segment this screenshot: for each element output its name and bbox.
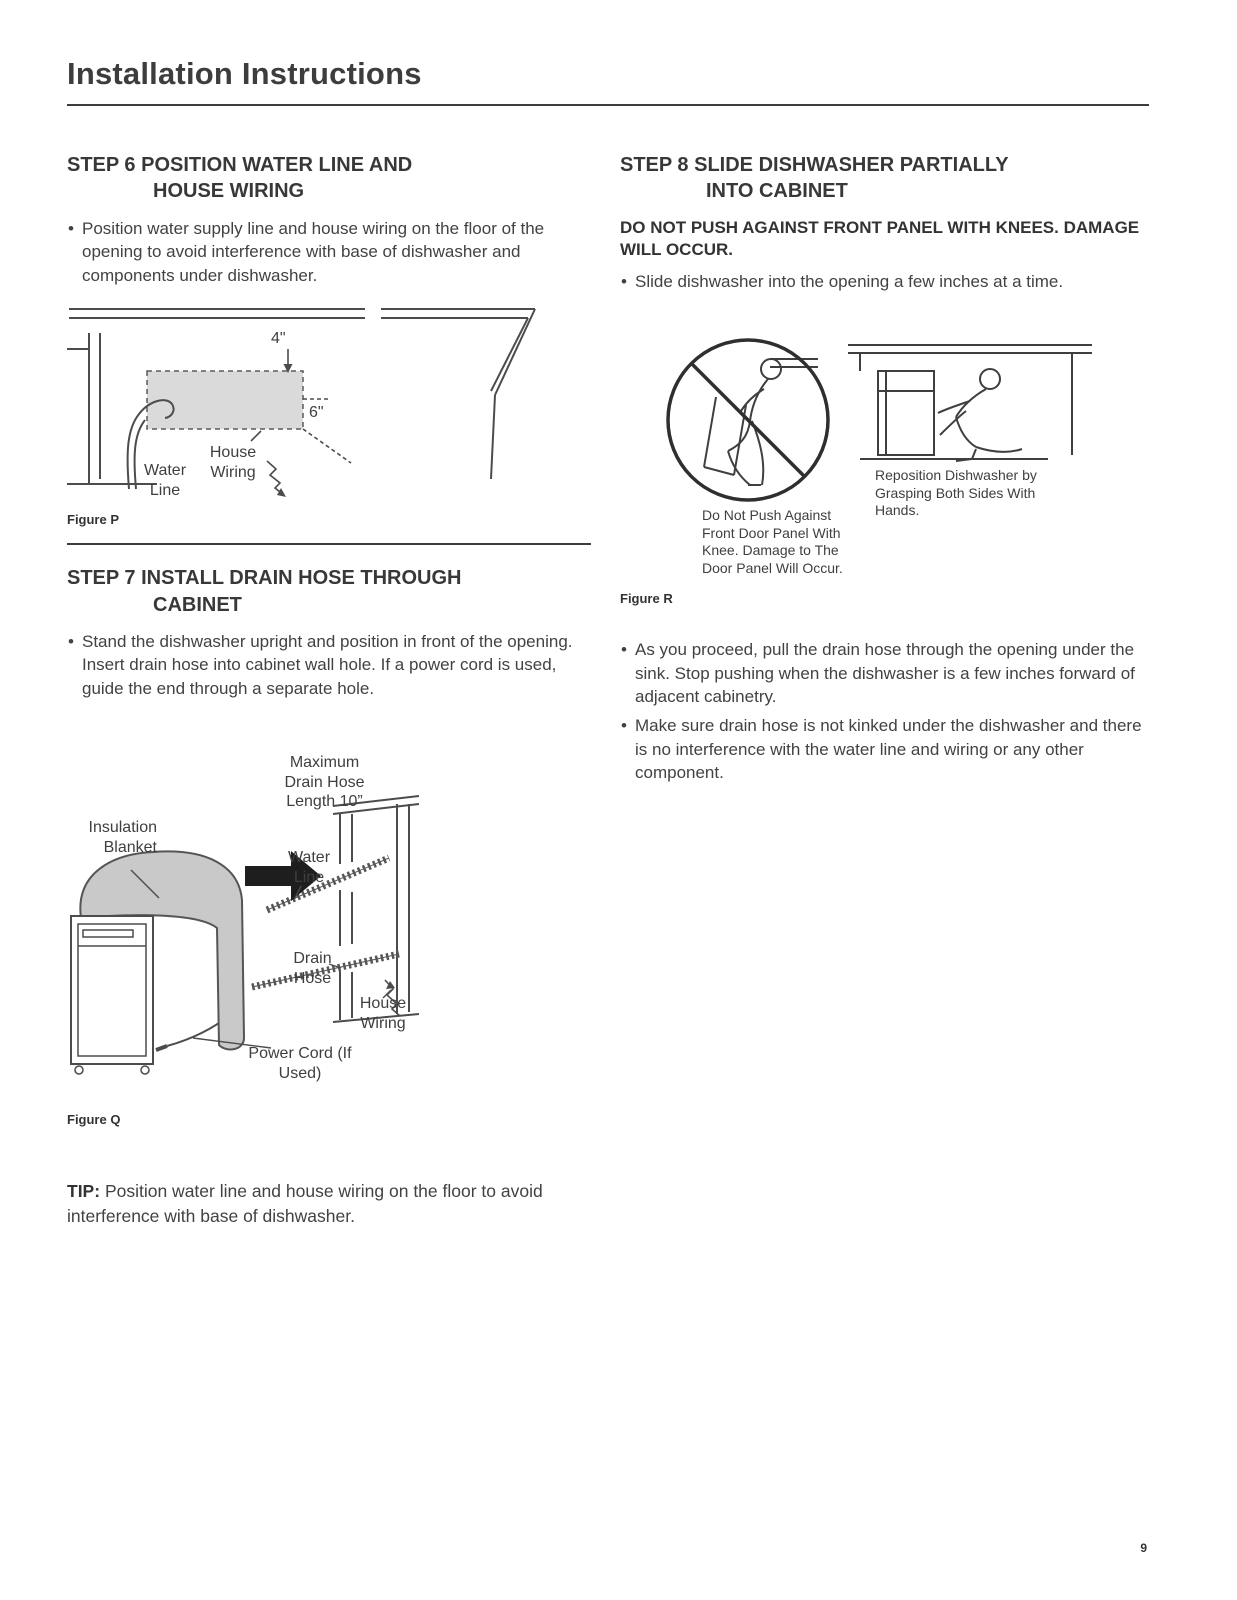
step8-heading-line2: INTO CABINET [706,180,848,203]
figure-p-label-water-line: Water Line [143,462,187,499]
step6-bullet-1: • Position water supply line and house wiring on the floor of the opening to avoid interference with base of dishwasher and components under dishwasher. [67,217,591,287]
step8-heading-line1: STEP 8 SLIDE DISHWASHER PARTIALLY [620,154,1009,176]
figure-r-label-do-not-push: Do Not Push Against Front Door Panel With Knee. Damage to The Door Panel Will Occur. [702,507,843,576]
step6-heading [67,152,591,205]
tip-paragraph [67,1179,591,1228]
figure-p-label-6in: 6" [309,404,324,422]
step8-bullet-list-bottom [620,638,1152,785]
figure-r-caption: Figure R [620,591,673,607]
figure-r [620,335,1150,587]
title-rule [67,104,1149,106]
figure-q-label-water-line: Water Line [287,849,331,886]
step6-bullet-list [67,217,591,287]
figure-q-caption: Figure Q [67,1112,121,1128]
figure-q-label-max-drain: Maximum Drain Hose Length 10” [284,754,365,811]
step7-bullet-list [67,630,591,700]
figure-q-label-house-wiring: House Wiring [359,995,407,1032]
step6-section [67,152,591,527]
figure-p-caption: Figure P [67,512,120,528]
step7-heading-line1: STEP 7 INSTALL DRAIN HOSE THROUGH [67,567,462,590]
step8-bullet-3: • Make sure drain hose is not kinked under the dishwasher and there is no interference with the water line and wiring or any other component. [620,714,1152,784]
figure-p-label-4in: 4" [271,330,286,348]
step8-bullet-list-top [620,270,1152,293]
step8-section [620,152,1152,785]
left-column [67,152,591,1228]
figure-q [67,748,590,1108]
tip-text: Position water line and house wiring on the floor to avoid interference with base of dishwasher. [67,1181,543,1226]
figure-p [67,303,590,508]
page-title: Installation Instructions [67,56,422,91]
figure-q-label-drain-hose: Drain Hose [293,950,332,987]
page-number: 9 [1140,1541,1147,1555]
step8-bullet-2: • As you proceed, pull the drain hose through the opening under the sink. Stop pushing when the dishwasher is a few inches forward of adjacent cabinetry. [620,638,1152,708]
step8-warning: DO NOT PUSH AGAINST FRONT PANEL WITH KNEES. DAMAGE WILL OCCUR. [620,217,1140,260]
step7-section [67,565,591,1127]
column-divider [67,543,591,545]
figure-p-label-house-wiring: House Wiring [209,444,257,481]
tip-label: TIP: [67,1181,101,1202]
figure-q-label-insulation: Insulation Blanket [88,819,157,856]
right-column [620,152,1152,791]
step7-heading-line2: CABINET [153,593,242,616]
step8-bullet-1: • Slide dishwasher into the opening a few inches at a time. [620,270,1152,293]
figure-r-label-reposition: Reposition Dishwasher by Grasping Both Sides With Hands. [875,467,1037,519]
step6-heading-line2: HOUSE WIRING [153,180,305,203]
step7-heading [67,565,591,618]
step7-bullet-1: • Stand the dishwasher upright and position in front of the opening. Insert drain hose into cabinet wall hole. If a power cord is used, guide the end through a separate hole. [67,630,591,700]
step6-heading-line1: STEP 6 POSITION WATER LINE AND [67,154,413,176]
figure-q-label-power-cord: Power Cord (If Used) [248,1045,352,1082]
figure-r-drawing [620,335,1150,587]
step8-heading [620,152,1152,205]
